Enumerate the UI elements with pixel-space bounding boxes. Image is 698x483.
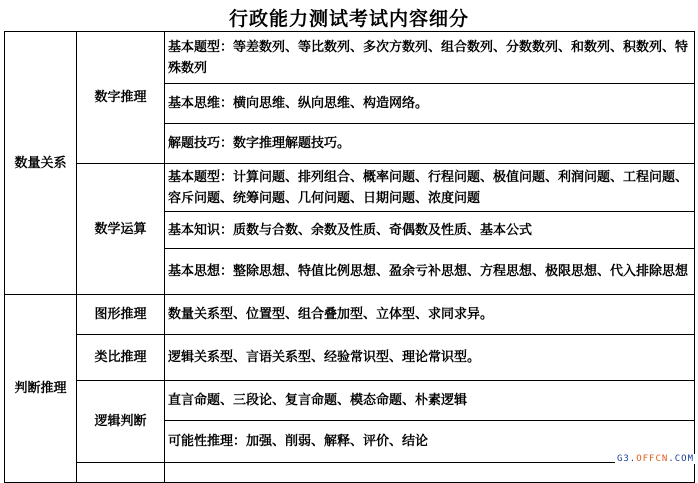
sub-logic-judgment: 逻辑判断 <box>77 381 165 463</box>
table-row <box>5 164 695 212</box>
content-cell: 逻辑关系型、言语关系型、经验常识型、理论常识型。 <box>165 335 695 381</box>
sub-analogy-reasoning: 类比推理 <box>77 335 165 381</box>
page-title: 行政能力测试考试内容细分 <box>228 8 469 30</box>
content-cell: 基本题型：等差数列、等比数列、多次方数列、组合数列、分数数列、和数列、积数列、特殊数列 <box>165 32 695 84</box>
watermark-part: .COM <box>668 454 694 464</box>
watermark-part: G3. <box>616 454 637 464</box>
category-quantity: 数量关系 <box>5 32 77 295</box>
content-table <box>4 31 695 483</box>
table-row <box>5 335 695 381</box>
watermark-logo <box>615 454 696 464</box>
table-row <box>5 381 695 421</box>
sub-math-operation: 数学运算 <box>77 164 165 295</box>
content-cell: 基本思想：整除思想、特值比例思想、盈余亏补思想、方程思想、极限思想、代入排除思想 <box>165 249 695 295</box>
content-cell: 基本思维：横向思维、纵向思维、构造网络。 <box>165 84 695 124</box>
table-row <box>5 32 695 84</box>
sub-number-reasoning: 数字推理 <box>77 32 165 164</box>
content-cell: 基本知识：质数与合数、余数及性质、奇偶数及性质、基本公式 <box>165 212 695 249</box>
content-cell: 解题技巧：数字推理解题技巧。 <box>165 124 695 164</box>
watermark-part: OFFCN <box>636 454 669 464</box>
content-cell: 可能性推理：加强、削弱、解释、评价、结论 <box>165 421 695 463</box>
category-judgment: 判断推理 <box>5 295 77 483</box>
content-cell: 基本题型：计算问题、排列组合、概率问题、行程问题、极值问题、利润问题、工程问题、容斥问题、统筹问题、几何问题、日期问题、浓度问题 <box>165 164 695 212</box>
content-cell: 数量关系型、位置型、组合叠加型、立体型、求同求异。 <box>165 295 695 335</box>
table-row <box>5 295 695 335</box>
content-cell: 直言命题、三段论、复言命题、模态命题、朴素逻辑 <box>165 381 695 421</box>
sub-graphic-reasoning: 图形推理 <box>77 295 165 335</box>
